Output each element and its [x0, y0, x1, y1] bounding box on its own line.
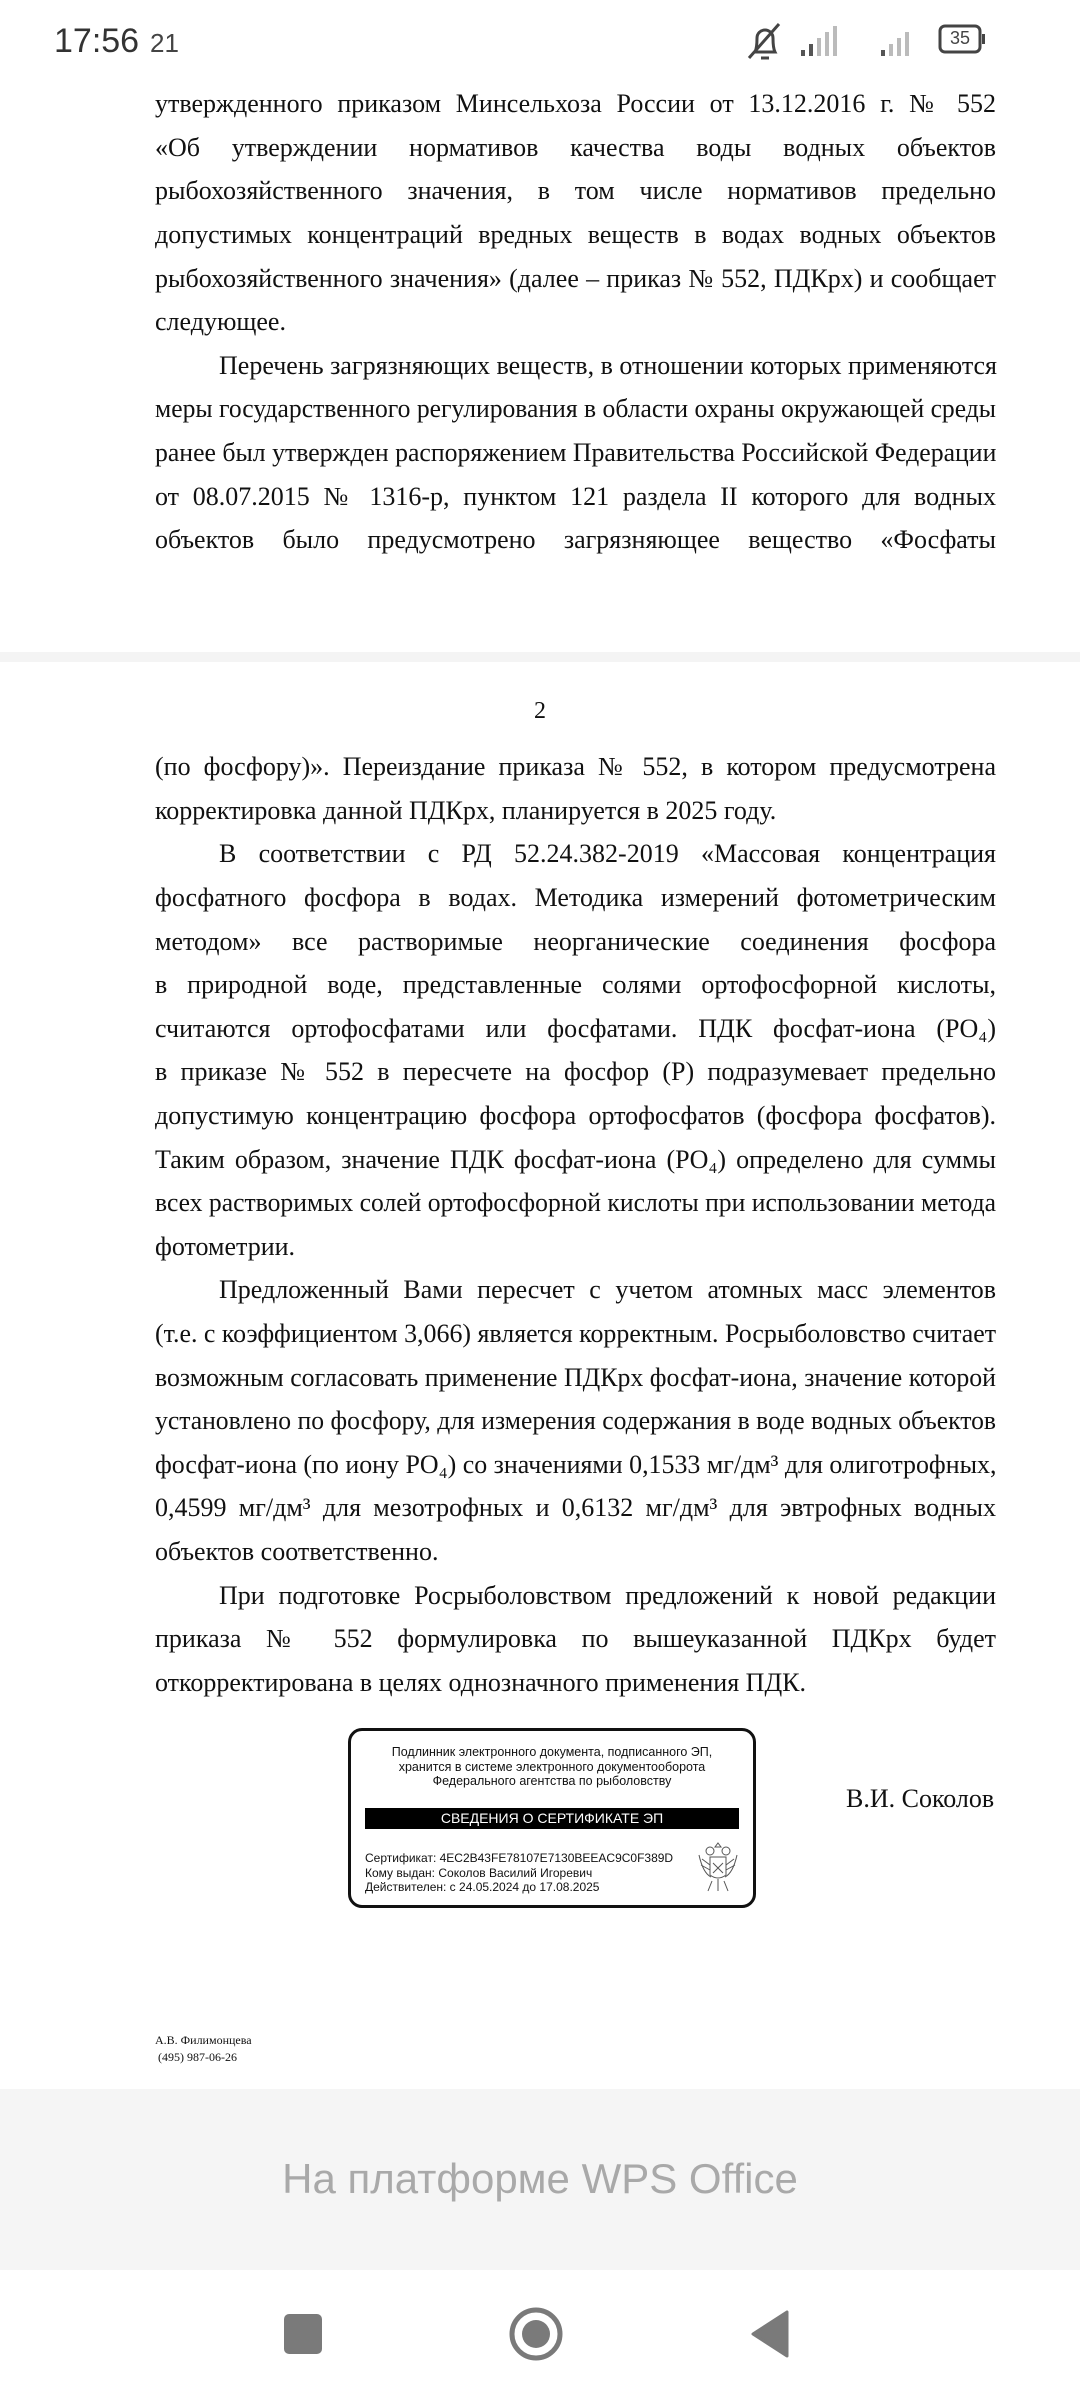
text-line: фосфатного фосфора в водах. Методика измерений фотометрическим [155, 883, 996, 912]
certificate-validity: Действителен: с 24.05.2024 до 17.08.2025 [365, 1880, 600, 1894]
stamp-header [351, 1745, 753, 1789]
certificate-details [365, 1851, 673, 1895]
text-line: корректировка данной ПДКрх, планируется в 2025 году. [155, 795, 777, 825]
stamp-header-line: Подлинник электронного документа, подписанного ЭП, [391, 1745, 713, 1759]
text-line: объектов соответственно. [155, 1537, 439, 1566]
certificate-owner: Кому выдан: Соколов Василий Игоревич [365, 1865, 593, 1880]
bell-muted-icon [749, 24, 779, 58]
status-notification-count: 21 [150, 28, 179, 58]
text-line: рыбохозяйственного значения, в том числе нормативов предельно [155, 176, 996, 206]
text-line: приказа № 552 формулировка по вышеуказанной ПДКрх будет [155, 1624, 996, 1654]
status-time: 17:56 [54, 22, 140, 60]
text-line: установлено по фосфору, для измерения содержания в воде водных объектов [155, 1406, 996, 1436]
footer-text: На платформе WPS Office [282, 2155, 798, 2202]
text-line: от 08.07.2015 № 1316-р, пунктом 121 раздела II которого для водных [155, 481, 996, 511]
text-line: рыбохозяйственного значения» (далее – приказ № 552, ПДКрх) и сообщает [155, 263, 996, 293]
text-line: В соответствии с РД 52.24.382-2019 «Массовая концентрация [219, 839, 996, 869]
text-line: допустимую концентрацию фосфора ортофосфатов (фосфора фосфатов). [155, 1101, 996, 1130]
text-line: «Об утверждении нормативов качества воды водных объектов [155, 132, 996, 162]
executor-phone: (495) 987-06-26 [158, 2050, 237, 2064]
text-line: в приказе № 552 в пересчете на фосфор (Р) подразумевает предельно [155, 1057, 996, 1087]
certificate-number: Сертификат: 4EC2B43FE78107E7130BEEAC9C0F389D [365, 1851, 674, 1865]
signal-sim1-icon [801, 26, 837, 56]
text-line: Таким образом, значение ПДК фосфат-иона (PO₄) определено для суммы [155, 1144, 996, 1174]
text-line: считаются ортофосфатами или фосфатами. ПДК фосфат-иона (PO₄) [155, 1013, 996, 1043]
wps-footer [0, 2089, 1080, 2270]
text-line: фосфат-иона (по иону PO₄) со значениями 0,1533 мг/дм³ для олиготрофных, [155, 1449, 997, 1479]
text-line: (т.е. с коэффициентом 3,066) является корректным. Росрыболовство считает [155, 1319, 997, 1348]
text-line: следующее. [155, 307, 286, 337]
stamp-header-line: Федерального агентства по рыболовству [432, 1774, 672, 1788]
home-circle-icon[interactable] [508, 2306, 564, 2362]
text-line: методом» все растворимые неорганические соединения фосфора [155, 926, 996, 956]
text-line: возможным согласовать применение ПДКрх фосфат-иона, значение которой [155, 1362, 996, 1392]
text-line: объектов было предусмотрено загрязняющее вещество «Фосфаты [155, 525, 996, 555]
back-triangle-icon[interactable] [750, 2310, 790, 2358]
navigation-bar [0, 2270, 1080, 2400]
text-line: Предложенный Вами пересчет с учетом атомных масс элементов [219, 1275, 996, 1305]
battery-level: 35 [949, 28, 971, 48]
stamp-title-bar: СВЕДЕНИЯ О СЕРТИФИКАТЕ ЭП [365, 1808, 739, 1829]
text-line: утвержденного приказом Минсельхоза России от 13.12.2016 г. № 552 [155, 89, 996, 119]
text-line: ранее был утвержден распоряжением Правительства Российской Федерации [155, 438, 997, 467]
text-line: фотометрии. [155, 1231, 296, 1261]
coat-of-arms-emblem-icon [695, 1839, 741, 1895]
text-line: в природной воде, представленные солями ортофосфорной кислоты, [155, 970, 996, 1000]
text-line: (по фосфору)». Переиздание приказа № 552, в котором предусмотрена [155, 752, 996, 782]
text-line: При подготовке Росрыболовством предложений к новой редакции [219, 1580, 996, 1610]
stamp-header-line: хранится в системе электронного документооборота [398, 1759, 706, 1774]
recents-square-icon[interactable] [283, 2313, 323, 2355]
page-number: 2 [534, 698, 546, 724]
text-line: всех растворимых солей ортофосфорной кислоты при использовании метода [155, 1188, 996, 1218]
executor-name: А.В. Филимонцева [155, 2033, 252, 2047]
text-line: допустимых концентраций вредных веществ в водах водных объектов [155, 220, 996, 249]
text-line: откорректирована в целях однозначного применения ПДК. [155, 1667, 807, 1697]
text-line: меры государственного регулирования в области охраны окружающей среды [155, 394, 996, 424]
e-signature-stamp [348, 1728, 756, 1908]
page-separator [0, 652, 1080, 662]
signal-sim2-icon [881, 32, 909, 56]
text-line: Перечень загрязняющих веществ, в отношении которых применяются [219, 350, 998, 380]
signer-name: В.И. Соколов [846, 1784, 995, 1813]
text-line: 0,4599 мг/дм³ для мезотрофных и 0,6132 мг/дм³ для эвтрофных водных [155, 1493, 996, 1523]
